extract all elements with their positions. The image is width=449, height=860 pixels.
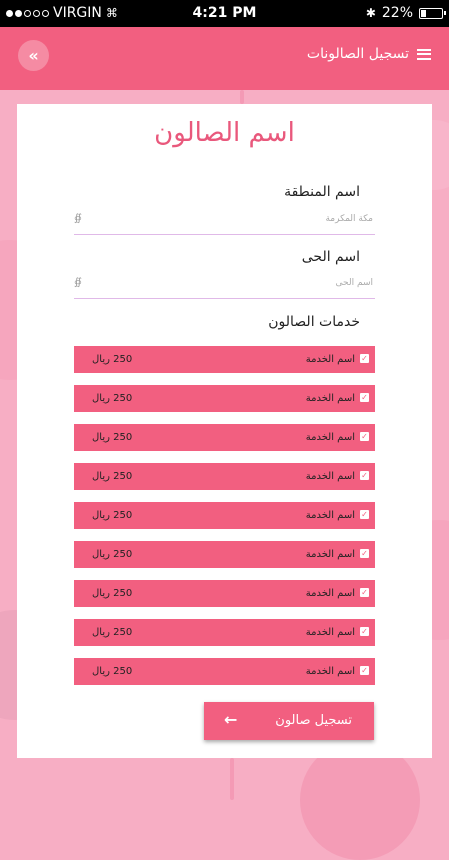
service-name: اسم الخدمة [305, 393, 355, 404]
checkbox-icon[interactable]: ✓ [361, 354, 368, 363]
service-row[interactable] [74, 346, 375, 373]
service-price: 250 ريال [92, 588, 133, 599]
bluetooth-icon: ✱ [365, 6, 376, 20]
district-select[interactable] [74, 272, 375, 299]
checkbox-icon[interactable]: ✓ [361, 588, 368, 597]
service-row[interactable] [74, 658, 375, 685]
checkbox-icon[interactable]: ✓ [361, 549, 368, 558]
service-name: اسم الخدمة [305, 471, 355, 482]
service-name: اسم الخدمة [305, 432, 355, 443]
background-line [230, 758, 234, 800]
checkbox-icon[interactable]: ✓ [361, 666, 368, 675]
double-chevron-icon: « [28, 46, 39, 65]
checkbox-icon[interactable]: ✓ [361, 510, 368, 519]
arrow-left-icon: ← [224, 710, 238, 729]
region-label: اسم المنطقة [284, 184, 360, 200]
carrier-label: VIRGIN [53, 5, 102, 21]
service-price: 250 ريال [92, 549, 133, 560]
district-label: اسم الحى [301, 249, 360, 265]
wifi-icon: ⌘ [105, 6, 118, 20]
clock: 4:21 PM [192, 5, 257, 21]
service-name: اسم الخدمة [305, 549, 355, 560]
chevron-down-icon: ∯ [74, 277, 82, 288]
service-name: اسم الخدمة [305, 588, 355, 599]
service-row[interactable] [74, 580, 375, 607]
service-price: 250 ريال [92, 471, 133, 482]
chevron-down-icon: ∯ [74, 213, 82, 224]
service-row[interactable] [74, 541, 375, 568]
service-price: 250 ريال [92, 627, 133, 638]
page-title: تسجيل الصالونات [306, 46, 409, 62]
service-row[interactable] [74, 385, 375, 412]
service-row[interactable] [74, 502, 375, 529]
region-select[interactable] [74, 208, 375, 235]
service-name: اسم الخدمة [305, 354, 355, 365]
service-price: 250 ريال [92, 510, 133, 521]
service-price: 250 ريال [92, 432, 133, 443]
background-shape [300, 740, 420, 860]
service-name: اسم الخدمة [305, 510, 355, 521]
service-price: 250 ريال [92, 666, 133, 677]
register-salon-button[interactable] [204, 702, 374, 740]
app-header [0, 27, 449, 90]
register-salon-label: تسجيل صالون [275, 713, 352, 728]
service-name: اسم الخدمة [305, 627, 355, 638]
form-card [17, 104, 432, 758]
header-title-group [307, 46, 431, 62]
list-menu-icon[interactable] [417, 49, 431, 60]
checkbox-icon[interactable]: ✓ [361, 627, 368, 636]
checkbox-icon[interactable]: ✓ [361, 471, 368, 480]
services-label: خدمات الصالون [268, 314, 360, 330]
checkbox-icon[interactable]: ✓ [361, 432, 368, 441]
background-line [240, 90, 244, 104]
district-value: اسم الحى [335, 278, 373, 288]
service-price: 250 ريال [92, 393, 133, 404]
status-bar [0, 0, 449, 27]
battery-icon [419, 8, 443, 19]
service-price: 250 ريال [92, 354, 133, 365]
back-button[interactable] [18, 40, 49, 71]
service-row[interactable] [74, 463, 375, 490]
service-row[interactable] [74, 424, 375, 451]
service-row[interactable] [74, 619, 375, 646]
service-name: اسم الخدمة [305, 666, 355, 677]
battery-percent: 22% [381, 5, 413, 21]
salon-name-title: اسم الصالون [154, 118, 295, 148]
region-value: مكة المكرمة [325, 214, 373, 224]
checkbox-icon[interactable]: ✓ [361, 393, 368, 402]
